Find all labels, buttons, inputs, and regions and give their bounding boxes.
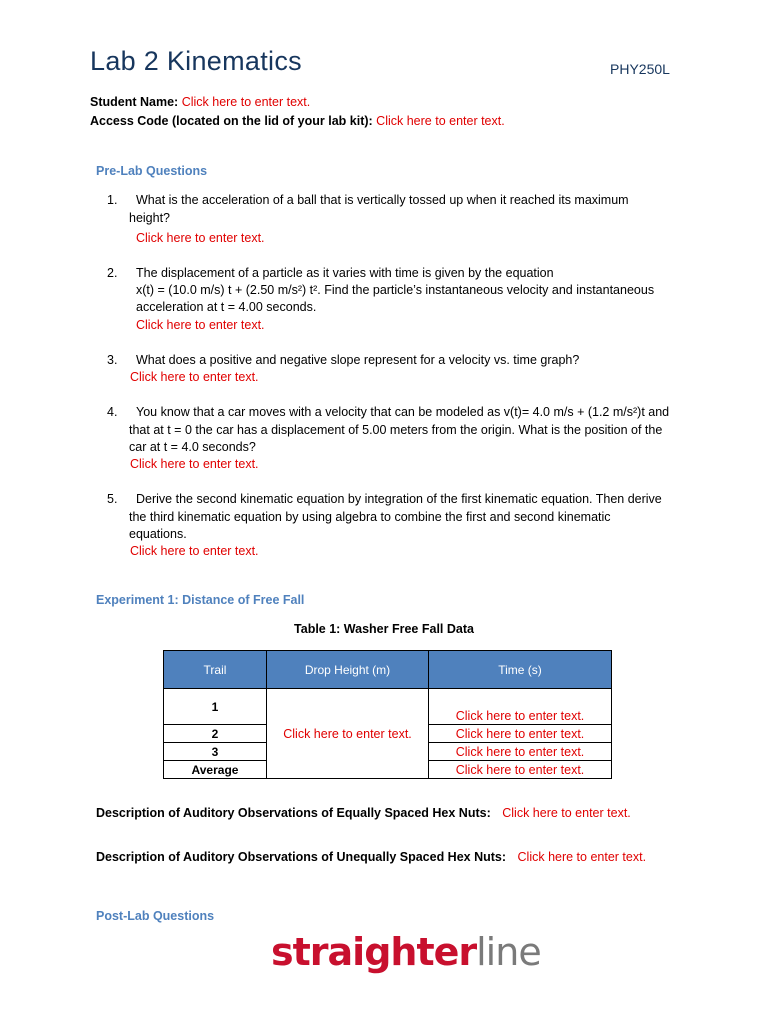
question-2-line-1: The displacement of a particle as it varies with time is given by the equation — [136, 266, 554, 280]
question-2-answer-field[interactable]: Click here to enter text. — [136, 318, 265, 332]
course-code: PHY250L — [610, 61, 670, 77]
question-2-number: 2. — [107, 266, 118, 280]
table-row — [164, 689, 612, 725]
question-1-answer-field[interactable]: Click here to enter text. — [136, 231, 265, 245]
question-4-line-1: You know that a car moves with a velocity that can be modeled as v(t)= 4.0 m/s + (1.2 m/s²)t and — [136, 405, 670, 419]
trail-cell-2: 2 — [164, 725, 267, 743]
time-field-1[interactable]: Click here to enter text. — [429, 689, 612, 725]
student-name-label: Student Name: — [90, 95, 179, 109]
table-header-row — [164, 651, 612, 689]
question-5-answer-field[interactable]: Click here to enter text. — [130, 544, 259, 558]
question-5-line-2: the third kinematic equation by using algebra to combine the first and second kinematic — [129, 510, 611, 524]
trail-cell-3: 3 — [164, 743, 267, 761]
experiment-1-heading: Experiment 1: Distance of Free Fall — [96, 593, 305, 607]
unequal-spacing-label: Description of Auditory Observations of Unequally Spaced Hex Nuts: — [96, 850, 507, 864]
time-field-2[interactable]: Click here to enter text. — [429, 725, 612, 743]
time-field-average[interactable]: Click here to enter text. — [429, 761, 612, 779]
question-4-answer-field[interactable]: Click here to enter text. — [130, 457, 259, 471]
column-header-drop-height: Drop Height (m) — [267, 651, 429, 689]
unequal-spacing-field[interactable]: Click here to enter text. — [517, 850, 647, 864]
question-1-line-2: height? — [129, 211, 171, 225]
logo-part-2: line — [476, 930, 541, 974]
equal-spacing-label: Description of Auditory Observations of Equally Spaced Hex Nuts: — [96, 806, 491, 820]
column-header-trail: Trail — [164, 651, 267, 689]
question-2-line-3: acceleration at t = 4.00 seconds. — [136, 300, 317, 314]
table-caption: Table 1: Washer Free Fall Data — [294, 622, 474, 636]
student-name-field[interactable]: Click here to enter text. — [181, 95, 311, 109]
equal-spacing-field[interactable]: Click here to enter text. — [502, 806, 631, 820]
question-3-number: 3. — [107, 353, 118, 367]
trail-cell-average: Average — [164, 761, 267, 779]
question-1-line-1: What is the acceleration of a ball that is vertically tossed up when it reached its maximum — [136, 193, 629, 207]
straighterline-logo — [271, 930, 541, 974]
question-4-number: 4. — [107, 405, 118, 419]
access-code-label: Access Code (located on the lid of your lab kit): — [90, 114, 373, 128]
trail-cell-1: 1 — [164, 689, 267, 725]
free-fall-data-table — [163, 650, 612, 779]
prelab-heading: Pre-Lab Questions — [96, 164, 208, 178]
question-5-number: 5. — [107, 492, 118, 506]
unequal-spacing-description-row — [96, 850, 646, 864]
time-field-3[interactable]: Click here to enter text. — [429, 743, 612, 761]
page-title: Lab 2 Kinematics — [90, 46, 302, 76]
student-name-row — [90, 95, 310, 109]
question-5-line-1: Derive the second kinematic equation by integration of the first kinematic equation. Then derive — [136, 492, 662, 506]
postlab-heading: Post-Lab Questions — [96, 909, 215, 923]
column-header-time: Time (s) — [429, 651, 612, 689]
access-code-row — [90, 114, 505, 128]
question-2-line-2: x(t) = (10.0 m/s) t + (2.50 m/s²) t². Find the particle’s instantaneous velocity and instantaneous — [136, 283, 655, 297]
access-code-field[interactable]: Click here to enter text. — [376, 114, 505, 128]
question-3-answer-field[interactable]: Click here to enter text. — [130, 370, 259, 384]
question-4-line-3: car at t = 4.0 seconds? — [129, 440, 256, 454]
question-4-line-2: that at t = 0 the car has a displacement of 5.00 meters from the origin. What is the position of the — [129, 423, 663, 437]
equal-spacing-description-row — [96, 806, 631, 820]
logo-part-1: straighter — [271, 930, 477, 974]
question-5-line-3: equations. — [129, 527, 187, 541]
question-1-number: 1. — [107, 193, 118, 207]
drop-height-field[interactable]: Click here to enter text. — [267, 689, 429, 779]
question-3-line-1: What does a positive and negative slope represent for a velocity vs. time graph? — [136, 353, 580, 367]
